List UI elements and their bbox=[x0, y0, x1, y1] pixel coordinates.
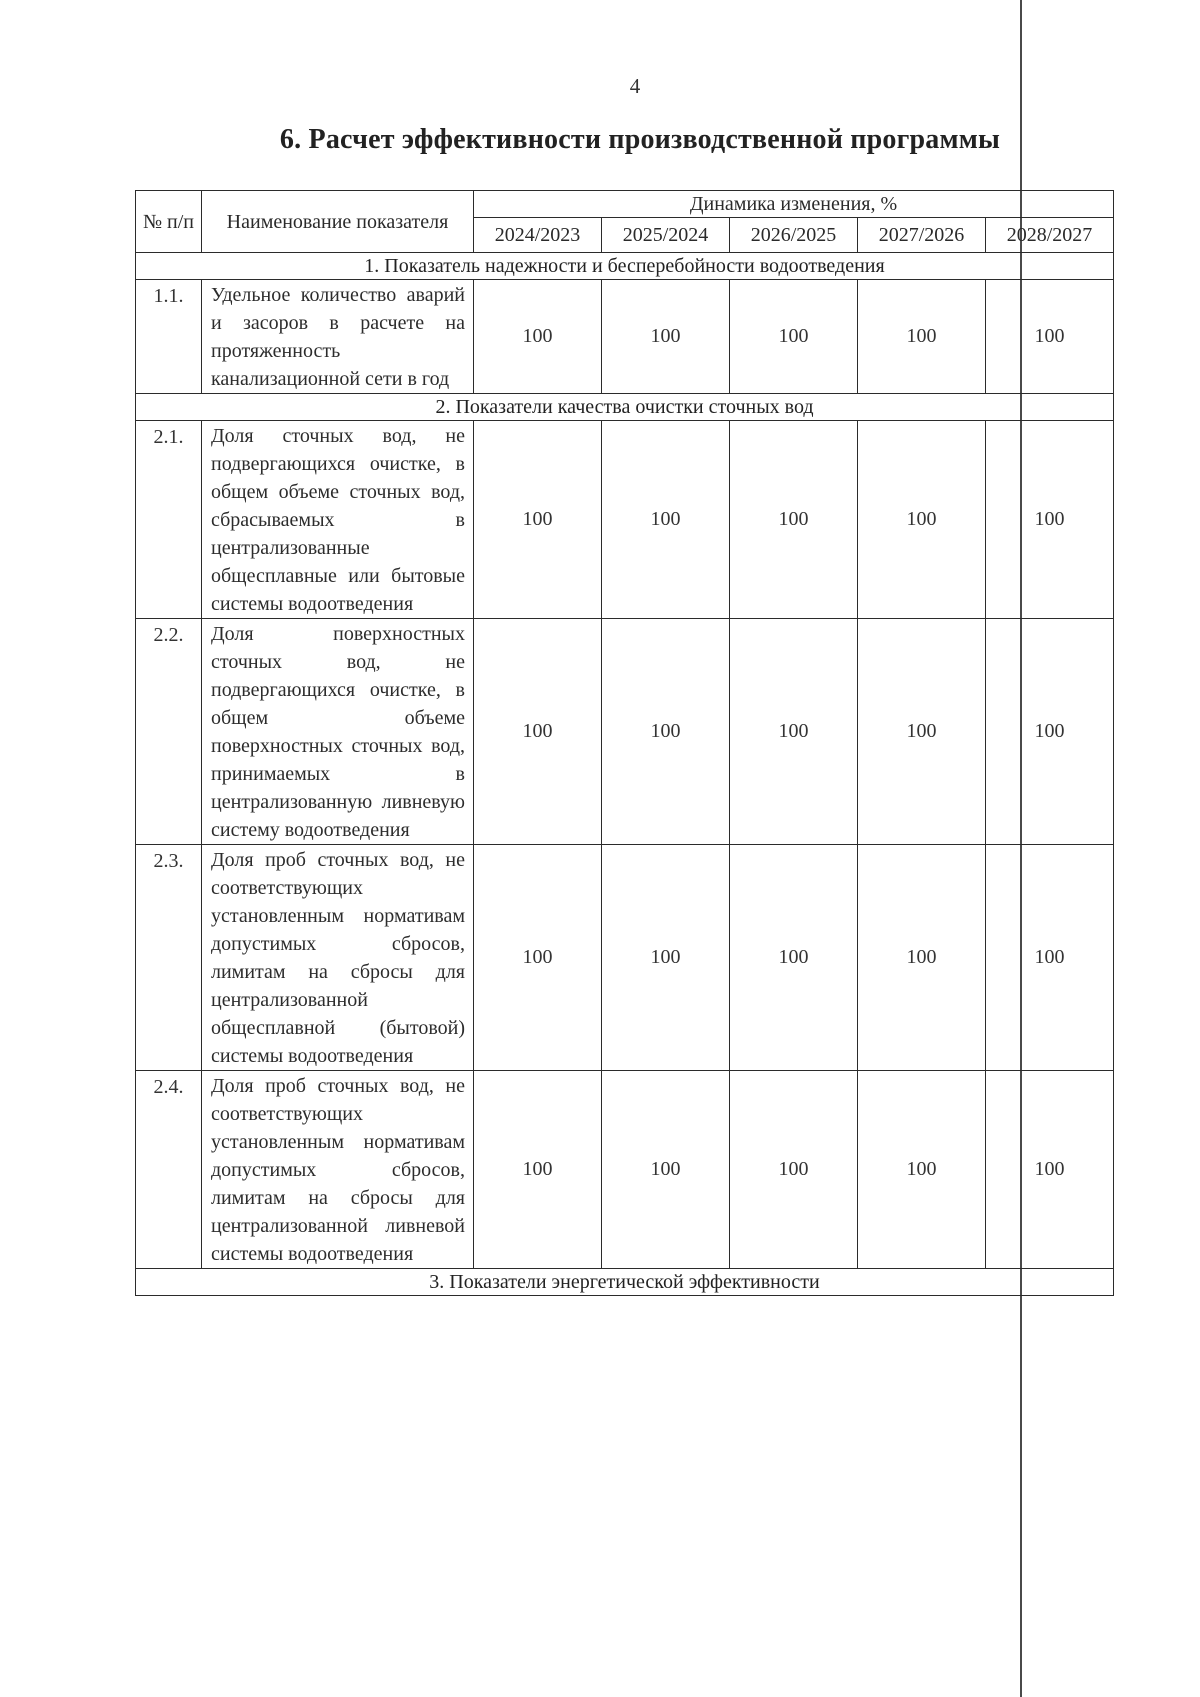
row-indicator-name: Доля поверхностных сточных вод, не подвергающихся очистке, в общем объеме поверхностных сточных вод, принимаемых в централизованную ливневую систему водоотведения bbox=[202, 619, 474, 845]
row-value: 100 bbox=[730, 619, 858, 845]
row-number: 1.1. bbox=[136, 280, 202, 394]
header-year: 2025/2024 bbox=[602, 218, 730, 253]
row-value: 100 bbox=[474, 280, 602, 394]
row-value: 100 bbox=[986, 619, 1114, 845]
row-value: 100 bbox=[474, 845, 602, 1071]
row-indicator-name: Удельное количество аварий и засоров в расчете на протяженность канализационной сети в год bbox=[202, 280, 474, 394]
header-year: 2027/2026 bbox=[858, 218, 986, 253]
table-row bbox=[136, 421, 1114, 619]
section-row bbox=[136, 253, 1114, 280]
header-year: 2024/2023 bbox=[474, 218, 602, 253]
row-value: 100 bbox=[986, 845, 1114, 1071]
row-value: 100 bbox=[602, 421, 730, 619]
row-value: 100 bbox=[474, 1071, 602, 1269]
header-year: 2028/2027 bbox=[986, 218, 1114, 253]
row-value: 100 bbox=[730, 845, 858, 1071]
row-value: 100 bbox=[602, 845, 730, 1071]
row-number: 2.3. bbox=[136, 845, 202, 1071]
row-value: 100 bbox=[730, 421, 858, 619]
section-row bbox=[136, 1269, 1114, 1296]
page-number: 4 bbox=[629, 74, 641, 98]
row-value: 100 bbox=[474, 421, 602, 619]
row-value: 100 bbox=[858, 619, 986, 845]
section-title: 2. Показатели качества очистки сточных вод bbox=[136, 394, 1114, 421]
row-value: 100 bbox=[602, 1071, 730, 1269]
header-name: Наименование показателя bbox=[202, 191, 474, 253]
table-row bbox=[136, 619, 1114, 845]
table-row bbox=[136, 1071, 1114, 1269]
row-value: 100 bbox=[730, 1071, 858, 1269]
header-year: 2026/2025 bbox=[730, 218, 858, 253]
row-value: 100 bbox=[858, 1071, 986, 1269]
page-title: 6. Расчет эффективности производственной программы bbox=[279, 124, 1001, 155]
row-number: 2.4. bbox=[136, 1071, 202, 1269]
header-dynamics: Динамика изменения, % bbox=[474, 191, 1114, 218]
row-value: 100 bbox=[602, 280, 730, 394]
section-title: 3. Показатели энергетической эффективности bbox=[136, 1269, 1114, 1296]
table-row bbox=[136, 845, 1114, 1071]
row-value: 100 bbox=[474, 619, 602, 845]
row-value: 100 bbox=[858, 845, 986, 1071]
header-num: № п/п bbox=[136, 191, 202, 253]
row-indicator-name: Доля проб сточных вод, не соответствующих установленным нормативам допустимых сбросов, лимитам на сбросы для централизованной общесплавной (бытовой) системы водоотведения bbox=[202, 845, 474, 1071]
row-value: 100 bbox=[858, 421, 986, 619]
section-row bbox=[136, 394, 1114, 421]
row-value: 100 bbox=[986, 421, 1114, 619]
row-indicator-name: Доля проб сточных вод, не соответствующих установленным нормативам допустимых сбросов, лимитам на сбросы для централизованной ливневой системы водоотведения bbox=[202, 1071, 474, 1269]
row-value: 100 bbox=[858, 280, 986, 394]
table-row bbox=[136, 280, 1114, 394]
efficiency-table bbox=[135, 190, 1114, 1296]
section-title: 1. Показатель надежности и бесперебойности водоотведения bbox=[136, 253, 1114, 280]
row-value: 100 bbox=[602, 619, 730, 845]
row-value: 100 bbox=[986, 280, 1114, 394]
row-value: 100 bbox=[730, 280, 858, 394]
row-indicator-name: Доля сточных вод, не подвергающихся очистке, в общем объеме сточных вод, сбрасываемых в централизованные общесплавные или бытовые системы водоотведения bbox=[202, 421, 474, 619]
row-number: 2.2. bbox=[136, 619, 202, 845]
row-value: 100 bbox=[986, 1071, 1114, 1269]
row-number: 2.1. bbox=[136, 421, 202, 619]
